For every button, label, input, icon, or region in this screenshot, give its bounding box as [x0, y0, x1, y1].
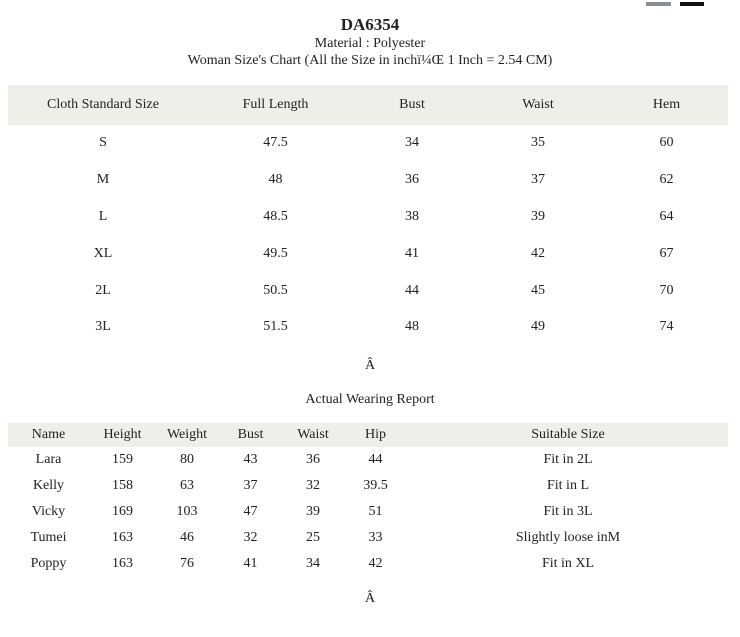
hem-cell: 74 — [659, 319, 674, 335]
hem-cell: 70 — [659, 282, 674, 298]
bust-cell: 43 — [243, 452, 258, 467]
size-cell: XL — [93, 245, 113, 261]
waist-cell: 25 — [306, 530, 320, 545]
full-length-cell: 51.5 — [263, 319, 288, 335]
bust-cell: 37 — [243, 478, 258, 493]
size-chart-note: Woman Size's Chart (All the Size in inchï¼Œ 1 Inch = 2.54 CM) — [187, 53, 553, 68]
waist-cell: 42 — [531, 245, 545, 261]
header-waist: Waist — [297, 427, 329, 442]
spacer-glyph: Â — [364, 591, 376, 606]
name-cell: Kelly — [32, 478, 65, 493]
header-bust: Bust — [399, 97, 425, 112]
full-length-cell: 48.5 — [263, 208, 288, 224]
header-cloth-standard-size: Cloth Standard Size — [47, 97, 159, 112]
table-row — [8, 525, 728, 551]
suitable-size-cell: Fit in XL — [541, 556, 595, 571]
full-length-cell: 49.5 — [263, 245, 288, 261]
header-name: Name — [31, 427, 66, 442]
table-row — [8, 162, 728, 199]
waist-cell: 39 — [306, 504, 320, 519]
wearing-report-title: Actual Wearing Report — [305, 392, 435, 407]
suitable-size-cell: Fit in 3L — [543, 504, 593, 519]
bust-cell: 36 — [405, 172, 419, 188]
header-full-length: Full Length — [242, 97, 309, 112]
gray-bar-mark — [646, 2, 671, 6]
hem-cell: 62 — [659, 172, 674, 188]
waist-cell: 37 — [531, 172, 545, 188]
table-row — [8, 199, 728, 236]
hip-cell: 42 — [368, 556, 383, 571]
bust-cell: 41 — [405, 245, 419, 261]
full-length-cell: 50.5 — [263, 282, 288, 298]
height-cell: 163 — [112, 556, 133, 571]
hip-cell: 44 — [368, 452, 383, 467]
header-waist: Waist — [522, 97, 554, 112]
header-height: Height — [103, 427, 142, 442]
height-cell: 163 — [112, 530, 133, 545]
table-row — [8, 551, 728, 577]
size-cell: 2L — [95, 282, 111, 298]
header-suitable-size: Suitable Size — [531, 427, 605, 442]
header-bust: Bust — [237, 427, 264, 442]
table-row — [8, 499, 728, 525]
waist-cell: 45 — [531, 282, 545, 298]
weight-cell: 76 — [180, 556, 194, 571]
header-hip: Hip — [365, 427, 386, 442]
table-row — [8, 235, 728, 272]
name-cell: Poppy — [30, 556, 67, 571]
weight-cell: 80 — [180, 452, 194, 467]
table-row — [8, 309, 728, 346]
weight-cell: 63 — [180, 478, 194, 493]
bust-cell: 32 — [243, 530, 258, 545]
suitable-size-cell: Fit in 2L — [543, 452, 593, 467]
size-cell: 3L — [95, 319, 111, 335]
waist-cell: 35 — [531, 135, 545, 151]
report-table-header-row — [8, 423, 728, 447]
table-row — [8, 125, 728, 162]
product-title: DA6354 — [340, 15, 400, 34]
bust-cell: 41 — [243, 556, 258, 571]
material-text: Material : Polyester — [314, 36, 426, 51]
table-row — [8, 272, 728, 309]
bust-cell: 38 — [405, 208, 419, 224]
waist-cell: 34 — [306, 556, 320, 571]
suitable-size-cell: Slightly loose inM — [515, 530, 621, 545]
hem-cell: 64 — [659, 208, 674, 224]
waist-cell: 49 — [531, 319, 545, 335]
waist-cell: 39 — [531, 208, 545, 224]
hem-cell: 67 — [659, 245, 674, 261]
name-cell: Vicky — [31, 504, 66, 519]
table-row — [8, 473, 728, 499]
wearing-report-table — [8, 423, 728, 577]
hip-cell: 33 — [368, 530, 383, 545]
waist-cell: 32 — [306, 478, 320, 493]
black-bar-mark — [680, 2, 704, 6]
full-length-cell: 47.5 — [263, 135, 288, 151]
size-chart-table — [8, 85, 728, 346]
weight-cell: 46 — [180, 530, 194, 545]
suitable-size-cell: Fit in L — [546, 478, 589, 493]
height-cell: 158 — [112, 478, 133, 493]
header-hem: Hem — [652, 97, 681, 112]
size-cell: M — [96, 172, 110, 188]
waist-cell: 36 — [306, 452, 320, 467]
table-row — [8, 447, 728, 473]
size-cell: S — [99, 135, 107, 151]
height-cell: 159 — [112, 452, 133, 467]
hip-cell: 39.5 — [363, 478, 388, 493]
weight-cell: 103 — [176, 504, 198, 519]
bust-cell: 34 — [405, 135, 419, 151]
size-cell: L — [98, 208, 108, 224]
name-cell: Lara — [35, 452, 62, 467]
size-table-header-row — [8, 85, 728, 125]
bust-cell: 44 — [405, 282, 419, 298]
corner-marks — [646, 2, 706, 6]
hem-cell: 60 — [659, 135, 674, 151]
name-cell: Tumei — [30, 530, 67, 545]
bust-cell: 48 — [405, 319, 419, 335]
bust-cell: 47 — [243, 504, 258, 519]
height-cell: 169 — [112, 504, 133, 519]
spacer-glyph: Â — [364, 358, 376, 373]
full-length-cell: 48 — [268, 172, 283, 188]
header-weight: Weight — [166, 427, 208, 442]
hip-cell: 51 — [368, 504, 383, 519]
